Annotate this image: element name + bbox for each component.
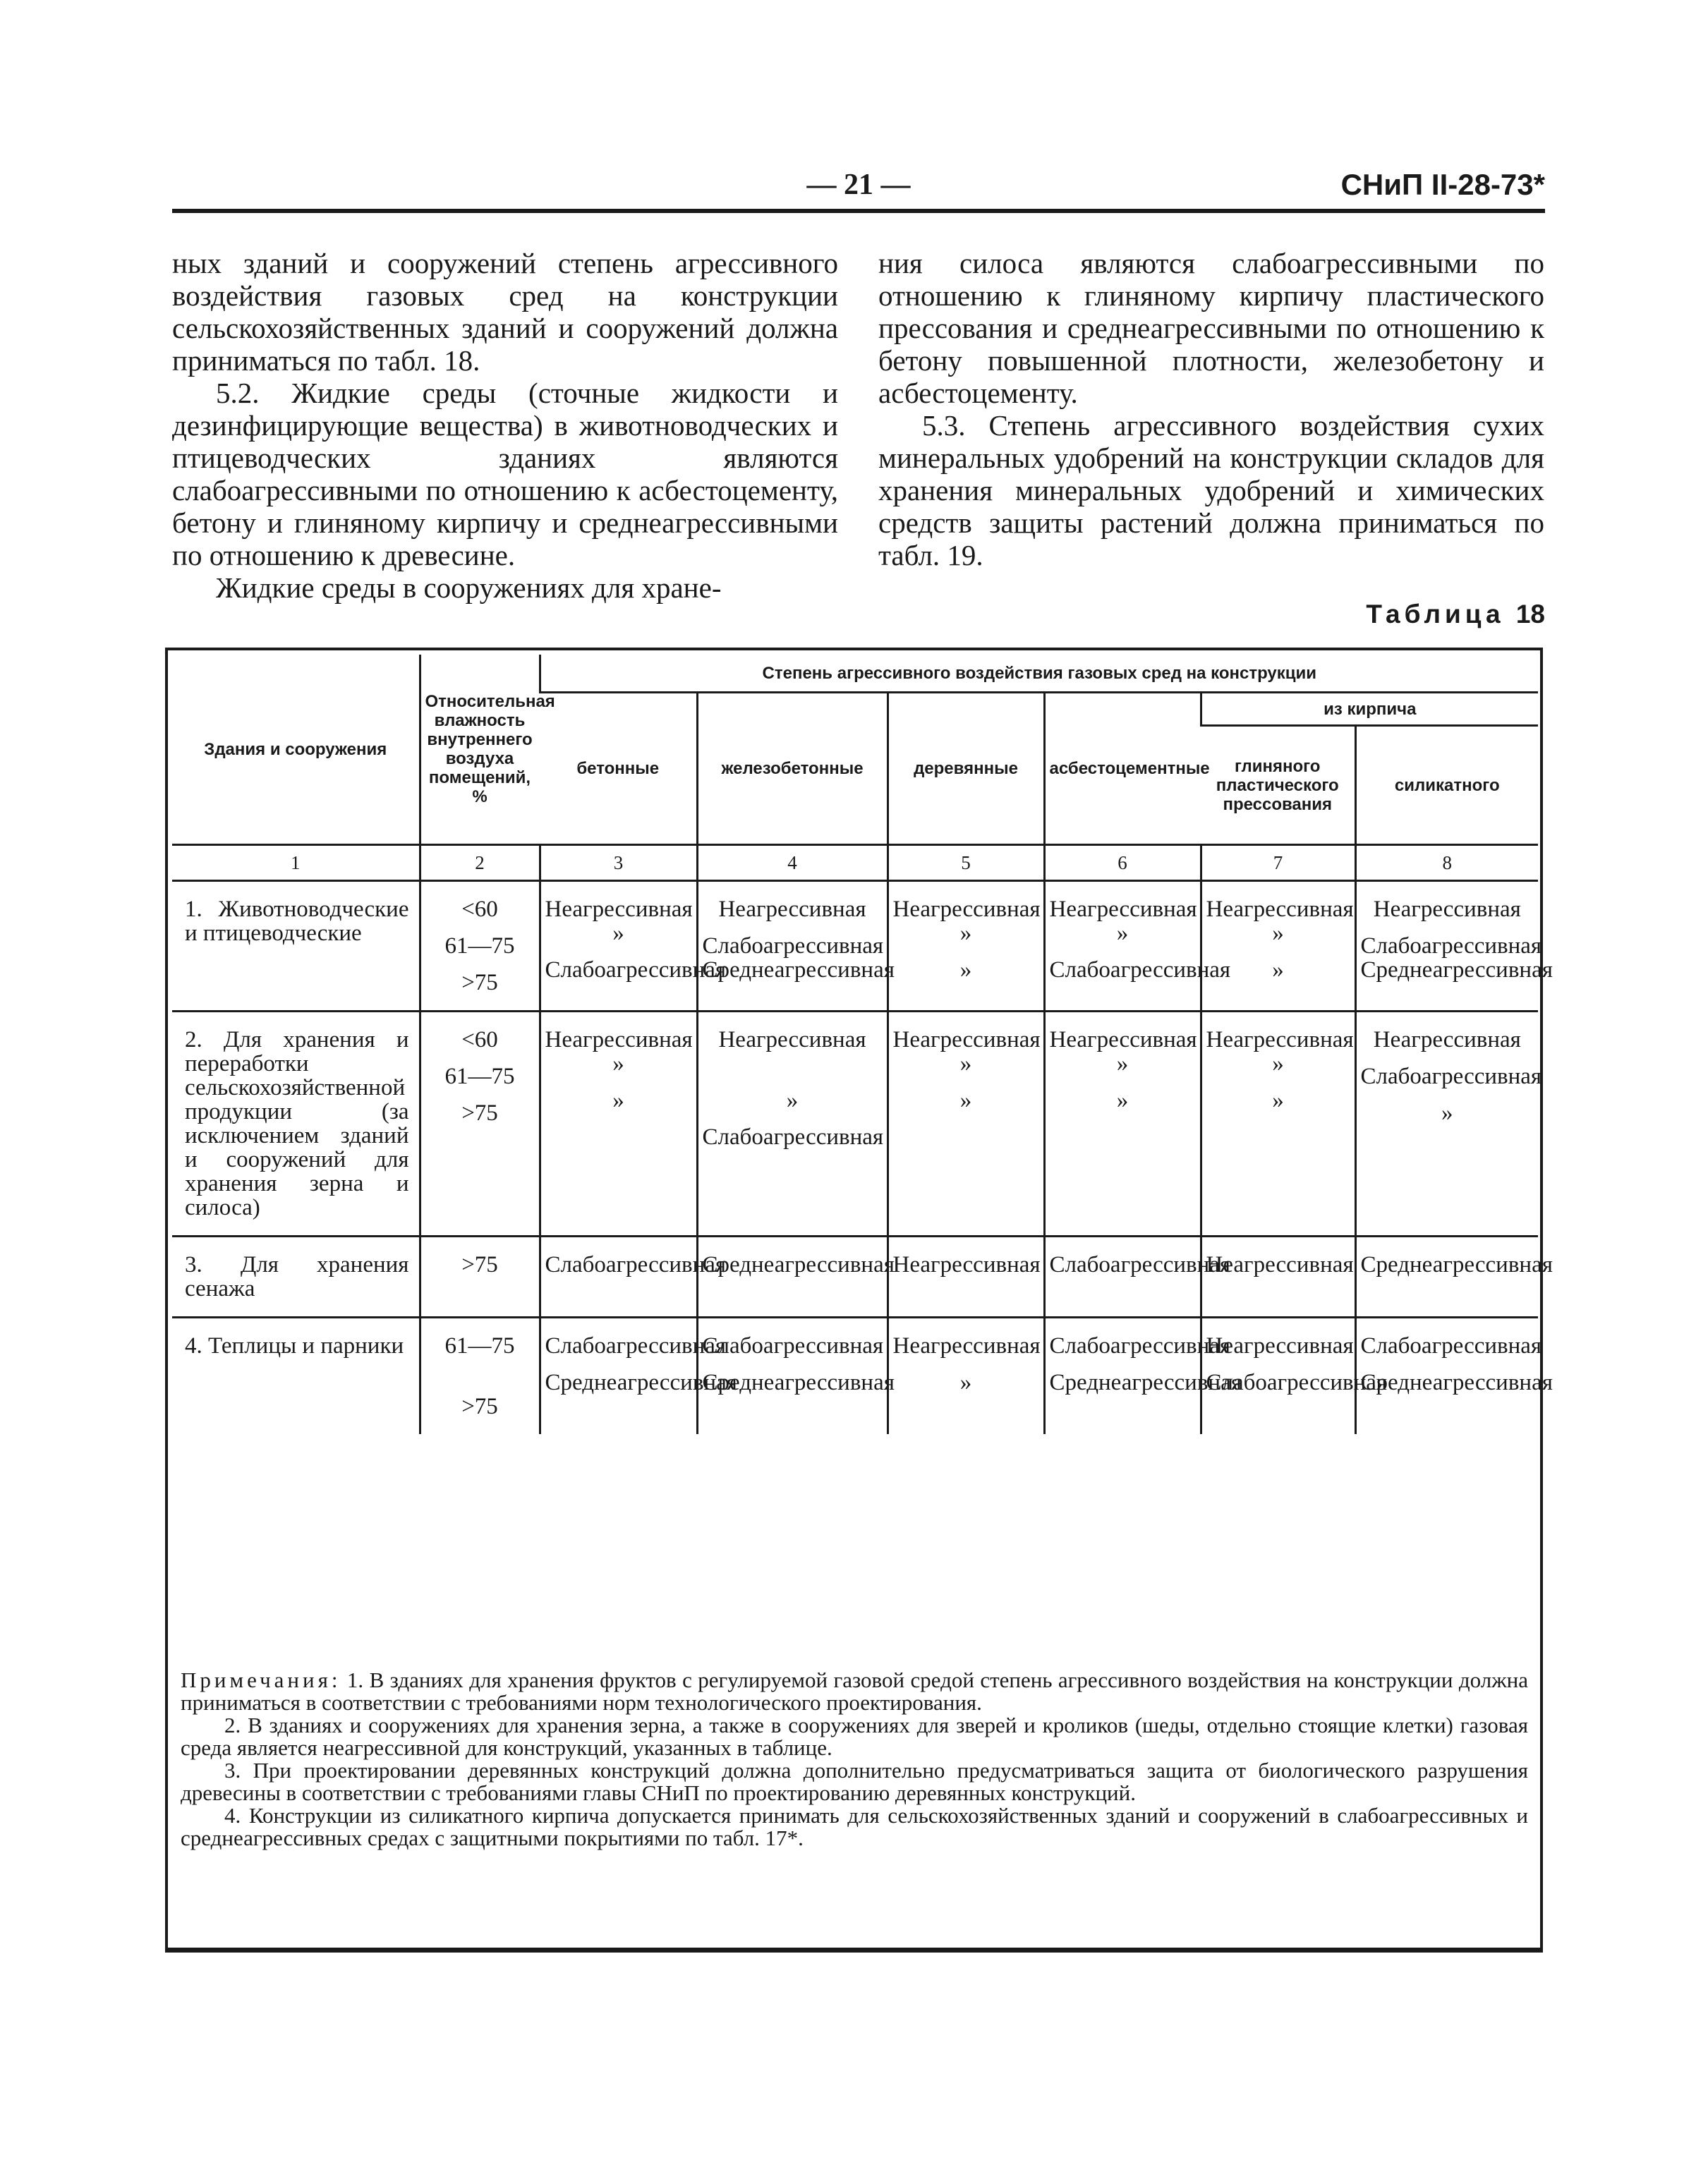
humidity-cell xyxy=(420,1237,540,1318)
aggressiveness-value: Неагрессивная xyxy=(892,897,1041,922)
column-number: 5 xyxy=(888,845,1044,881)
header-wood: деревянные xyxy=(888,693,1044,845)
aggressiveness-value: Неагрессивная xyxy=(718,1027,866,1052)
aggressiveness-value: Среднеагрессивная xyxy=(1360,1252,1553,1277)
aggressiveness-value: » xyxy=(1441,1100,1453,1126)
column-number: 4 xyxy=(697,845,888,881)
aggressiveness-value: Слабоагрессивная xyxy=(702,1124,884,1150)
aggressiveness-value: Неагрессивная xyxy=(1373,1027,1521,1052)
header-clay-brick: глиняного пластического прессования xyxy=(1201,726,1355,845)
aggressiveness-value: Неагрессивная xyxy=(718,897,866,922)
aggressiveness-value: Слабоагрессивная xyxy=(545,1252,727,1277)
aggressiveness-value: » xyxy=(1272,957,1284,983)
aggressiveness-value: » xyxy=(959,921,972,946)
column-number: 8 xyxy=(1355,845,1538,881)
humidity-cell xyxy=(420,1318,540,1435)
aggressiveness-value: Среднеагрессивная xyxy=(1049,1370,1242,1395)
aggressiveness-value: » xyxy=(959,1051,972,1076)
asbestos-cell xyxy=(1044,1237,1231,1318)
table-label-number: 18 xyxy=(1515,600,1545,629)
column-number: 7 xyxy=(1201,845,1355,881)
aggressiveness-value: Слабоагрессивная xyxy=(1049,1333,1231,1359)
aggressiveness-value: Слабоагрессивная xyxy=(702,933,884,959)
note-1 xyxy=(181,1669,1528,1714)
aggressiveness-value: » xyxy=(1272,1051,1284,1076)
header-silicate-brick: силикатного xyxy=(1355,726,1538,845)
reinforced-cell xyxy=(697,881,895,1012)
humidity-value: 61—75 xyxy=(444,1064,515,1089)
aggressiveness-value: Неагрессивная xyxy=(1206,1027,1354,1052)
table-row xyxy=(172,881,1538,1012)
paragraph-5-3: 5.3. Степень агрессивного воздействия сухих минеральных удобрений на конструкции складов для хранения минеральных удобрений и химических средств защиты растений должна приниматься по табл. 19. xyxy=(878,409,1544,571)
column-number: 1 xyxy=(172,845,420,881)
header-reinforced-concrete: железобетонные xyxy=(697,693,888,845)
humidity-value: <60 xyxy=(461,897,498,922)
wood-cell xyxy=(888,1237,1044,1318)
silicate-brick-cell xyxy=(1355,1318,1553,1435)
table-row xyxy=(172,1318,1538,1435)
aggressiveness-value: Слабоагрессивная xyxy=(1206,1370,1388,1395)
reinforced-cell xyxy=(697,1237,895,1318)
humidity-value: >75 xyxy=(461,970,498,995)
note-4: 4. Конструкции из силикатного кирпича допускается принимать для сельскохозяйственных зданий и сооружений в слабоагрессивных и среднеагрессивных средах с защитными покрытиями по табл. 17*. xyxy=(181,1803,1528,1850)
aggressiveness-value: Слабоагрессивная xyxy=(1360,933,1542,959)
building-name: 2. Для хранения и переработки сельскохозяйственной продукции (за исключением зданий и сооружений для хранения зерна и силоса) xyxy=(172,1012,420,1237)
aggressiveness-value: Слабоагрессивная xyxy=(1049,957,1231,983)
aggressiveness-value: » xyxy=(959,1088,972,1113)
page-header xyxy=(172,166,1545,213)
aggressiveness-value: Среднеагрессивная xyxy=(1360,957,1553,983)
concrete-cell xyxy=(540,881,727,1012)
aggressiveness-value: » xyxy=(786,1088,799,1113)
aggressiveness-value: » xyxy=(1116,1051,1129,1076)
column-number: 6 xyxy=(1044,845,1201,881)
asbestos-cell xyxy=(1044,1012,1201,1237)
aggressiveness-value: Неагрессивная xyxy=(1206,1333,1354,1359)
clay-brick-cell xyxy=(1201,1237,1355,1318)
aggressiveness-value: Слабоагрессивная xyxy=(1360,1064,1542,1089)
asbestos-cell xyxy=(1044,881,1231,1012)
aggressiveness-value: Неагрессивная xyxy=(892,1252,1041,1277)
building-name: 1. Животноводческие и птицеводческие xyxy=(172,881,420,1012)
paragraph: ния силоса являются слабоагрессивными по отношению к глиняному кирпичу пластического прессования и среднеагрессивными по отношению к бетону повышенной плотности, железобетону и асбестоцементу. xyxy=(878,247,1544,409)
aggressiveness-value: Слабоагрессивная xyxy=(1360,1333,1542,1359)
header-buildings: Здания и сооружения xyxy=(172,655,420,845)
page-number: — 21 — xyxy=(806,169,911,201)
silicate-brick-cell xyxy=(1355,881,1553,1012)
table-label-word: Таблица xyxy=(1366,600,1505,629)
aggressiveness-value: Неагрессивная xyxy=(892,1333,1041,1359)
clay-brick-cell xyxy=(1201,1318,1388,1435)
aggressiveness-value: Среднеагрессивная xyxy=(702,1252,895,1277)
aggressiveness-value: Слабоагрессивная xyxy=(545,957,727,983)
aggressiveness-value: » xyxy=(1116,921,1129,946)
aggressiveness-value: Среднеагрессивная xyxy=(702,957,895,983)
header-concrete: бетонные xyxy=(540,693,697,845)
note-3: 3. При проектировании деревянных конструкций должна дополнительно предусматриваться защита от биологического разрушения древесины в соответствии с требованиями главы СНиП по проектированию деревянных конструкций. xyxy=(181,1758,1528,1805)
paragraph: Жидкие среды в сооружениях для хране- xyxy=(216,571,722,604)
aggressiveness-value: Неагрессивная xyxy=(1206,897,1354,922)
paragraph-5-2: 5.2. Жидкие среды (сточные жидкости и дезинфицирующие вещества) в животноводческих и птицеводческих зданиях являются слабоагрессивными по отношению к асбестоцементу, бетону и глиняному кирпичу и среднеагрессивными по отношению к древесине. xyxy=(172,377,838,571)
header-brick-group: из кирпича xyxy=(1201,693,1538,726)
wood-cell xyxy=(888,1012,1044,1237)
column-number-row xyxy=(172,845,1538,881)
concrete-cell xyxy=(540,1012,697,1237)
humidity-cell xyxy=(420,881,540,1012)
aggressiveness-value: Среднеагрессивная xyxy=(1360,1370,1553,1395)
aggressiveness-value: » xyxy=(612,921,624,946)
building-name: 3. Для хранения сенажа xyxy=(172,1237,420,1318)
silicate-brick-cell xyxy=(1355,1237,1553,1318)
aggressiveness-value: » xyxy=(612,1051,624,1076)
aggressiveness-value: » xyxy=(612,1088,624,1113)
note-text: 1. В зданиях для хранения фруктов с регулируемой газовой средой степень агрессивного воздействия на конструкции должна приниматься в соответствии с требованиями норм технологического проектирования. xyxy=(181,1668,1528,1715)
humidity-value: >75 xyxy=(461,1100,498,1126)
header-asbestos-cement: асбестоцементные xyxy=(1044,693,1201,845)
aggressiveness-value: » xyxy=(1272,921,1284,946)
table-18 xyxy=(172,655,1553,1434)
aggressiveness-value: Неагрессивная xyxy=(1049,1027,1197,1052)
column-number: 2 xyxy=(420,845,540,881)
paragraph: ных зданий и сооружений степень агрессивного воздействия газовых сред на конструкции сельскохозяйственных зданий и сооружений должна приниматься по табл. 18. xyxy=(172,247,838,377)
concrete-cell xyxy=(540,1318,737,1435)
humidity-value: >75 xyxy=(461,1252,498,1277)
aggressiveness-value: Среднеагрессивная xyxy=(545,1370,737,1395)
humidity-cell xyxy=(420,1012,540,1237)
silicate-brick-cell xyxy=(1355,1012,1542,1237)
wood-cell xyxy=(888,881,1044,1012)
text-column-left xyxy=(172,247,838,604)
column-number: 3 xyxy=(540,845,697,881)
asbestos-cell xyxy=(1044,1318,1242,1435)
wood-cell xyxy=(888,1318,1044,1435)
document-code: СНиП II-28-73* xyxy=(1340,168,1545,201)
clay-brick-cell xyxy=(1201,881,1355,1012)
aggressiveness-value: Слабоагрессивная xyxy=(545,1333,727,1359)
table-label xyxy=(1366,600,1545,629)
notes-label: Примечания: xyxy=(181,1668,341,1692)
table-row xyxy=(172,1012,1538,1237)
aggressiveness-value: Неагрессивная xyxy=(545,1027,693,1052)
aggressiveness-value: Среднеагрессивная xyxy=(702,1370,895,1395)
note-2: 2. В зданиях и сооружениях для хранения зерна, а также в сооружениях для зверей и кроликов (шеды, отдельно стоящие клетки) газовая среда является неагрессивной для конструкций, указанных в таблице. xyxy=(181,1713,1528,1760)
header-aggressiveness-group: Степень агрессивного воздействия газовых сред на конструкции xyxy=(540,655,1538,693)
aggressiveness-value: Неагрессивная xyxy=(892,1027,1041,1052)
aggressiveness-value: » xyxy=(959,957,972,983)
table-notes xyxy=(181,1669,1528,1850)
aggressiveness-value: » xyxy=(959,1370,972,1395)
aggressiveness-value: Слабоагрессивная xyxy=(702,1333,884,1359)
aggressiveness-value: Неагрессивная xyxy=(1206,1252,1354,1277)
humidity-value: <60 xyxy=(461,1027,498,1052)
reinforced-cell xyxy=(697,1012,888,1237)
header-humidity: Относительная влажность внутреннего воздуха помещений, % xyxy=(420,655,540,845)
aggressiveness-value: Слабоагрессивная xyxy=(1049,1252,1231,1277)
aggressiveness-value: Неагрессивная xyxy=(545,897,693,922)
concrete-cell xyxy=(540,1237,727,1318)
aggressiveness-value: Неагрессивная xyxy=(1049,897,1197,922)
humidity-value: 61—75 xyxy=(444,933,515,959)
clay-brick-cell xyxy=(1201,1012,1355,1237)
aggressiveness-value: » xyxy=(1272,1088,1284,1113)
table-row xyxy=(172,1237,1538,1318)
aggressiveness-value: Неагрессивная xyxy=(1373,897,1521,922)
text-column-right xyxy=(878,247,1544,571)
aggressiveness-value: » xyxy=(1116,1088,1129,1113)
building-name: 4. Теплицы и парники xyxy=(185,1333,404,1359)
humidity-value: 61—75 xyxy=(444,1333,515,1359)
reinforced-cell xyxy=(697,1318,895,1435)
humidity-value: >75 xyxy=(461,1394,498,1419)
